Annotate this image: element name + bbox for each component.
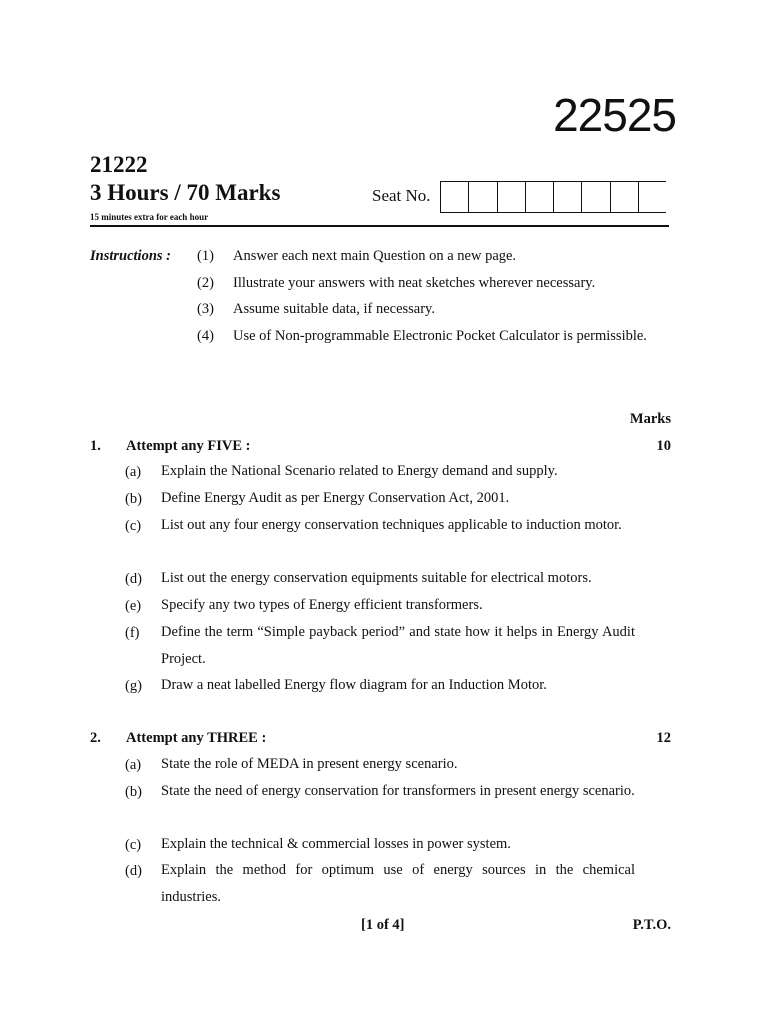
instruction-text: Answer each next main Question on a new page. bbox=[233, 248, 517, 264]
part-label: (a) bbox=[125, 757, 142, 773]
instruction-number: (3) bbox=[197, 301, 214, 317]
seat-number-label: Seat No. bbox=[372, 186, 431, 205]
part-text: Explain the method for optimum use of energy sources in the chemical industries. bbox=[161, 862, 635, 905]
question-marks: 10 bbox=[656, 438, 671, 454]
instruction-text: Use of Non-programmable Electronic Pocket Calculator is permissible. bbox=[233, 328, 647, 344]
part-text: Draw a neat labelled Energy flow diagram for an Induction Motor. bbox=[161, 677, 547, 693]
seat-box bbox=[611, 182, 639, 212]
part-text: State the need of energy conservation for transformers in present energy scenario. bbox=[161, 783, 635, 799]
question-marks: 12 bbox=[656, 730, 671, 746]
question-title: Attempt any FIVE : bbox=[126, 438, 251, 454]
please-turn-over: P.T.O. bbox=[632, 917, 671, 933]
instruction-text: Illustrate your answers with neat sketches wherever necessary. bbox=[233, 275, 596, 291]
part-label: (g) bbox=[125, 678, 142, 694]
seat-box bbox=[469, 182, 497, 212]
question-number: 1. bbox=[90, 438, 101, 454]
part-text: List out any four energy conservation techniques applicable to induction motor. bbox=[161, 517, 622, 533]
part-text: Define the term “Simple payback period” and state how it helps in Energy Audit Project. bbox=[161, 624, 635, 667]
seat-box bbox=[498, 182, 526, 212]
part-label: (d) bbox=[125, 863, 142, 879]
part-text: Specify any two types of Energy efficient transformers. bbox=[161, 597, 483, 613]
part-label: (b) bbox=[125, 784, 142, 800]
part-label: (e) bbox=[125, 598, 142, 614]
part-label: (c) bbox=[125, 518, 142, 534]
part-text: Explain the National Scenario related to Energy demand and supply. bbox=[161, 463, 558, 479]
instruction-number: (4) bbox=[197, 328, 214, 344]
seat-box bbox=[526, 182, 554, 212]
part-text: List out the energy conservation equipments suitable for electrical motors. bbox=[161, 570, 592, 586]
seat-number-boxes bbox=[440, 181, 666, 213]
header-divider bbox=[90, 225, 669, 227]
question-title: Attempt any THREE : bbox=[126, 730, 267, 746]
instructions-label: Instructions : bbox=[90, 248, 171, 264]
question-number: 2. bbox=[90, 730, 101, 746]
extra-time-note: 15 minutes extra for each hour bbox=[90, 212, 209, 222]
part-label: (a) bbox=[125, 464, 142, 480]
subject-code: 21222 bbox=[90, 152, 148, 177]
part-text: State the role of MEDA in present energy scenario. bbox=[161, 756, 458, 772]
page-number: [1 of 4] bbox=[361, 917, 405, 933]
instruction-number: (2) bbox=[197, 275, 214, 291]
part-label: (c) bbox=[125, 837, 142, 853]
part-label: (d) bbox=[125, 571, 142, 587]
seat-box bbox=[554, 182, 582, 212]
seat-box bbox=[639, 182, 666, 212]
seat-box bbox=[441, 182, 469, 212]
part-text: Explain the technical & commercial losses in power system. bbox=[161, 836, 511, 852]
paper-code: 22525 bbox=[553, 89, 676, 141]
instruction-number: (1) bbox=[197, 248, 214, 264]
instruction-text: Assume suitable data, if necessary. bbox=[233, 301, 435, 317]
part-text: Define Energy Audit as per Energy Conservation Act, 2001. bbox=[161, 490, 510, 506]
part-label: (b) bbox=[125, 491, 142, 507]
marks-column-heading: Marks bbox=[629, 411, 671, 427]
seat-box bbox=[582, 182, 610, 212]
duration-marks: 3 Hours / 70 Marks bbox=[90, 180, 281, 205]
part-label: (f) bbox=[125, 625, 140, 641]
